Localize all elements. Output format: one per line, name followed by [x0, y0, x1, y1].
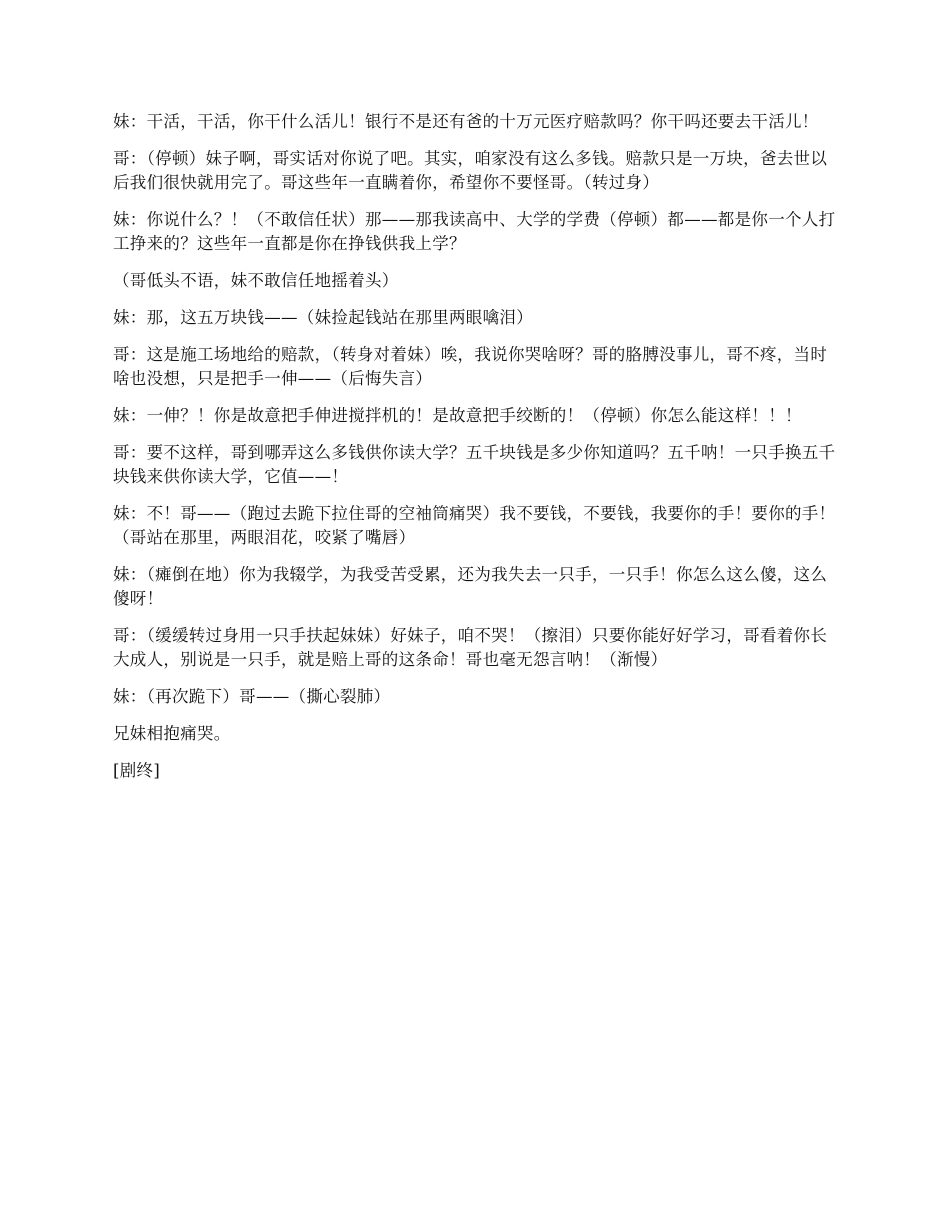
end-marker: [剧终]: [113, 761, 161, 780]
dialogue-line-4: 妹：那，这五万块钱——（妹捡起钱站在那里两眼噙泪）: [113, 308, 533, 327]
dialogue-line-11: 妹：（再次跪下）哥——（撕心裂肺）: [113, 687, 391, 706]
closing-direction: 兄妹相抱痛哭。: [113, 724, 231, 743]
stage-direction-1: （哥低头不语，妹不敢信任地摇着头）: [113, 271, 399, 290]
dialogue-line-1: 妹：干活，干活，你干什么活儿！银行不是还有爸的十万元医疗赔款吗？你干吗还要去干活儿！: [113, 112, 819, 131]
dialogue-line-8: 妹：不！哥——（跑过去跪下拉住哥的空袖筒痛哭）我不要钱，不要钱，我要你的手！要你的手！（哥站在那里，两眼泪花，咬紧了嘴唇）: [113, 504, 836, 547]
dialogue-line-3: 妹：你说什么？！（不敢信任状）那——那我读高中、大学的学费（停顿）都——都是你一个人打工挣来的？这些年一直都是你在挣钱供我上学？: [113, 210, 836, 253]
dialogue-line-7: 哥：要不这样，哥到哪弄这么多钱供你读大学？五千块钱是多少你知道吗？五千呐！一只手换五千块钱来供你读大学，它值——！: [113, 443, 836, 486]
script-body: [113, 110, 840, 796]
dialogue-line-10: 哥：（缓缓转过身用一只手扶起妹妹）好妹子，咱不哭！（擦泪）只要你能好好学习，哥看着你长大成人，别说是一只手，就是赔上哥的这条命！哥也毫无怨言呐！（渐慢）: [113, 626, 828, 669]
dialogue-line-2: 哥：（停顿）妹子啊，哥实话对你说了吧。其实，咱家没有这么多钱。赔款只是一万块，爸去世以后我们很快就用完了。哥这些年一直瞒着你，希望你不要怪哥。（转过身）: [113, 149, 828, 192]
dialogue-line-5: 哥：这是施工场地给的赔款，（转身对着妹）唉，我说你哭啥呀？哥的胳膊没事儿，哥不疼，当时啥也没想，只是把手一伸——（后悔失言）: [113, 345, 828, 388]
dialogue-line-6: 妹：一伸？！你是故意把手伸进搅拌机的！是故意把手绞断的！（停顿）你怎么能这样！！！: [113, 406, 802, 425]
dialogue-line-9: 妹：（瘫倒在地）你为我辍学，为我受苦受累，还为我失去一只手，一只手！你怎么这么傻，这么傻呀！: [113, 565, 828, 608]
